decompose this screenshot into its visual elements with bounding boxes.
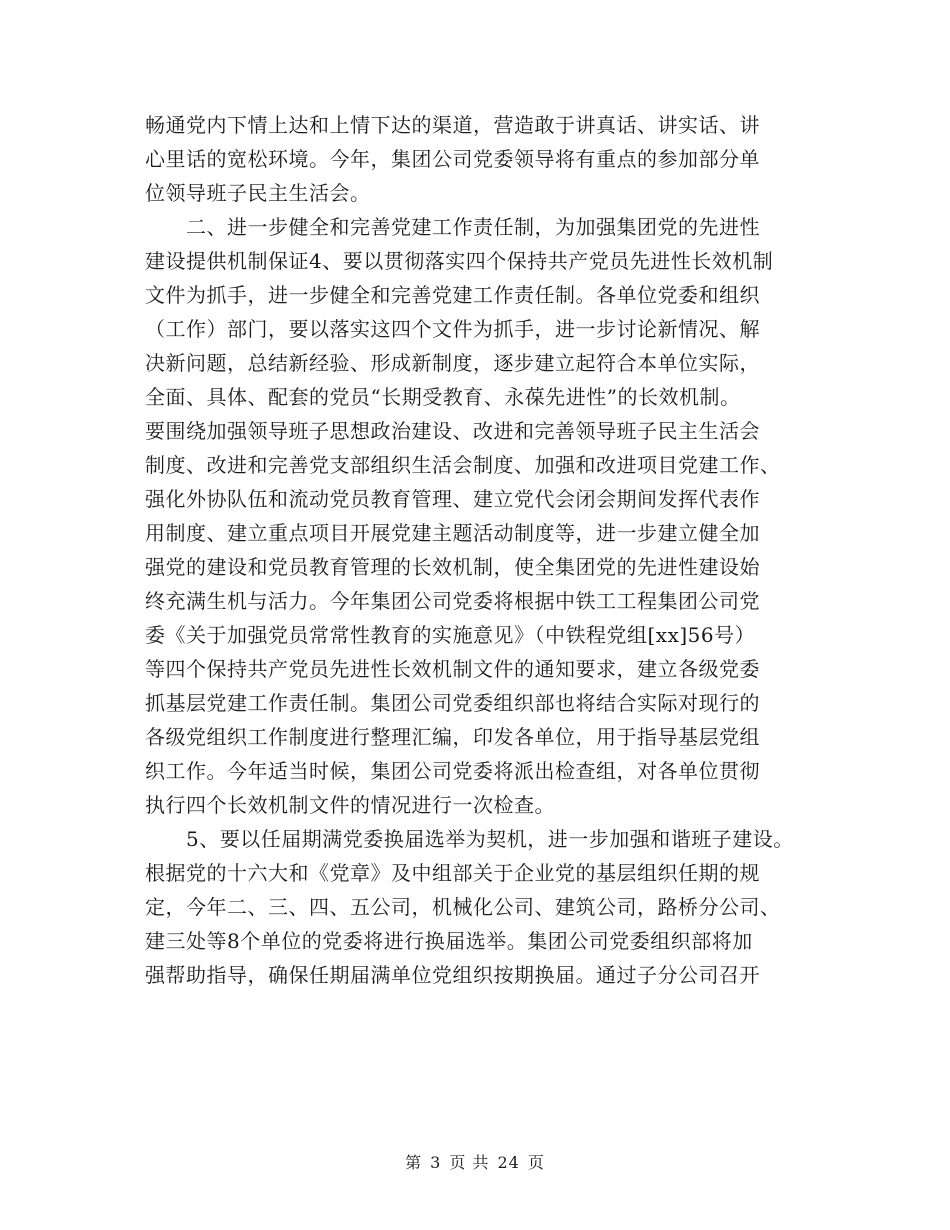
text-line: 抓基层党建工作责任制。集团公司党委组织部也将结合实际对现行的 xyxy=(145,691,760,715)
page-number-current: 3 xyxy=(430,1153,442,1172)
text-line: 二、进一步健全和完善党建工作责任制，为加强集团党的先进性 xyxy=(145,215,760,239)
text-line: 制度、改进和完善党支部组织生活会制度、加强和改进项目党建工作、 xyxy=(145,453,781,477)
text-line: 要围绕加强领导班子思想政治建设、改进和完善领导班子民主生活会 xyxy=(145,419,760,443)
page-footer xyxy=(0,1150,950,1173)
text-line: （工作）部门，要以落实这四个文件为抓手，进一步讨论新情况、解 xyxy=(145,317,760,341)
footer-suffix: 页 xyxy=(527,1153,545,1172)
text-line: 位领导班子民主生活会。 xyxy=(145,181,371,205)
text-line: 建设提供机制保证4、要以贯彻落实四个保持共产党员先进性长效机制 xyxy=(145,249,774,273)
text-line: 5、要以任届期满党委换届选举为契机，进一步加强和谐班子建设。 xyxy=(145,827,794,851)
footer-prefix: 第 xyxy=(405,1153,423,1172)
text-line: 定，今年二、三、四、五公司，机械化公司、建筑公司，路桥分公司、 xyxy=(145,895,781,919)
text-line: 织工作。今年适当时候，集团公司党委将派出检查组，对各单位贯彻 xyxy=(145,759,760,783)
text-line: 用制度、建立重点项目开展党建主题活动制度等，进一步建立健全加 xyxy=(145,521,760,545)
text-line: 全面、具体、配套的党员“长期受教育、永葆先进性”的长效机制。 xyxy=(145,385,741,409)
text-line: 各级党组织工作制度进行整理汇编，印发各单位，用于指导基层党组 xyxy=(145,725,760,749)
text-line: 根据党的十六大和《党章》及中组部关于企业党的基层组织任期的规 xyxy=(145,861,760,885)
text-line: 终充满生机与活力。今年集团公司党委将根据中铁工工程集团公司党 xyxy=(145,589,760,613)
text-line: 畅通党内下情上达和上情下达的渠道，营造敢于讲真话、讲实话、讲 xyxy=(145,113,760,137)
text-line: 强党的建设和党员教育管理的长效机制，使全集团党的先进性建设始 xyxy=(145,555,760,579)
footer-middle: 页 共 xyxy=(449,1153,490,1172)
page-number-total: 24 xyxy=(497,1153,520,1172)
text-line: 执行四个长效机制文件的情况进行一次检查。 xyxy=(145,793,555,817)
text-line: 建三处等8个单位的党委将进行换届选举。集团公司党委组织部将加 xyxy=(145,929,753,953)
text-line: 委《关于加强党员常常性教育的实施意见》（中铁程党组[xx]56号） xyxy=(145,623,756,647)
text-line: 决新问题，总结新经验、形成新制度，逐步建立起符合本单位实际， xyxy=(145,351,760,375)
text-line: 强化外协队伍和流动党员教育管理、建立党代会闭会期间发挥代表作 xyxy=(145,487,760,511)
text-line: 强帮助指导，确保任期届满单位党组织按期换届。通过子分公司召开 xyxy=(145,963,760,987)
body-text xyxy=(145,108,825,992)
text-line: 等四个保持共产党员先进性长效机制文件的通知要求，建立各级党委 xyxy=(145,657,760,681)
text-line: 文件为抓手，进一步健全和完善党建工作责任制。各单位党委和组织 xyxy=(145,283,760,307)
text-line: 心里话的宽松环境。今年，集团公司党委领导将有重点的参加部分单 xyxy=(145,147,760,171)
